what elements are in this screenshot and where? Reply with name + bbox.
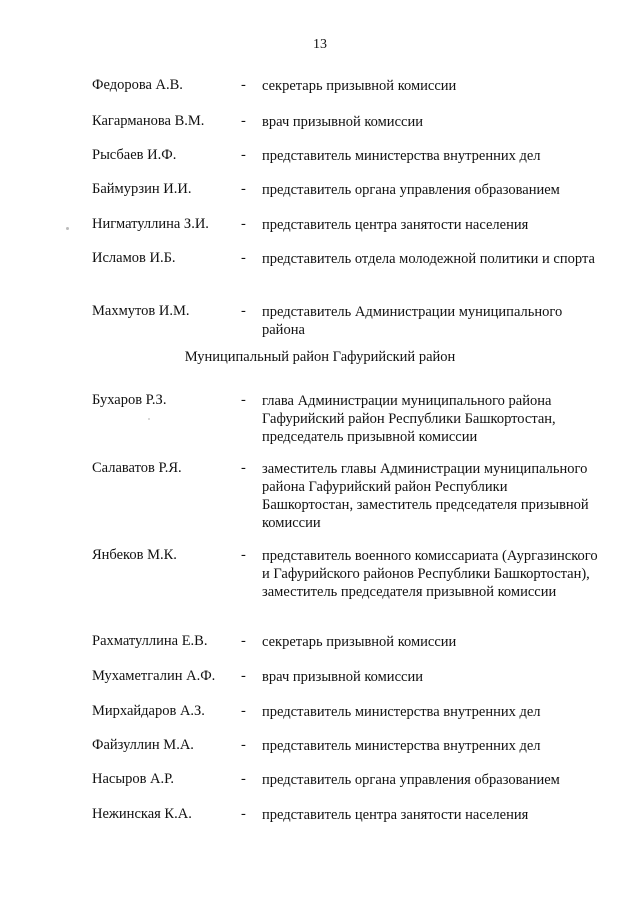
- member-role: секретарь призывной комиссии: [262, 78, 457, 94]
- member-name: Мирхайдаров А.З.: [92, 703, 205, 719]
- member-name: Нигматуллина З.И.: [92, 216, 209, 232]
- dash-separator: -: [241, 392, 246, 408]
- member-role: представитель министерства внутренних дел: [262, 704, 541, 720]
- member-role: секретарь призывной комиссии: [262, 634, 457, 650]
- member-role: представитель Администрации муниципального района: [262, 304, 563, 338]
- dash-separator: -: [241, 806, 246, 822]
- member-name: Янбеков М.К.: [92, 547, 177, 563]
- dash-separator: -: [241, 216, 246, 232]
- dash-separator: -: [241, 77, 246, 93]
- dash-separator: -: [241, 181, 246, 197]
- member-name: Федорова А.В.: [92, 77, 183, 93]
- member-role: представитель центра занятости населения: [262, 807, 529, 823]
- member-name: Насыров А.Р.: [92, 771, 175, 787]
- member-role: заместитель главы Администрации муниципального района Гафурийский район Республики Башкортостан, заместитель председателя призывной комиссии: [262, 461, 589, 531]
- scan-mark: [148, 418, 150, 420]
- member-name: Файзуллин М.А.: [92, 737, 194, 753]
- dash-separator: -: [241, 147, 246, 163]
- member-role: глава Администрации муниципального района Гафурийский район Республики Башкортостан, председатель призывной комиссии: [262, 393, 556, 445]
- dash-separator: -: [241, 633, 246, 649]
- member-role: представитель органа управления образованием: [262, 182, 560, 198]
- dash-separator: -: [241, 703, 246, 719]
- member-name: Бухаров Р.З.: [92, 392, 167, 408]
- dash-separator: -: [241, 737, 246, 753]
- member-role: представитель органа управления образованием: [262, 772, 560, 788]
- member-role: врач призывной комиссии: [262, 669, 423, 685]
- dash-separator: -: [241, 771, 246, 787]
- member-name: Кагарманова В.М.: [92, 113, 205, 129]
- member-name: Баймурзин И.И.: [92, 181, 192, 197]
- member-name: Нежинская К.А.: [92, 806, 192, 822]
- member-role: врач призывной комиссии: [262, 114, 423, 130]
- member-role: представитель центра занятости населения: [262, 217, 529, 233]
- dash-separator: -: [241, 113, 246, 129]
- scan-mark: [66, 227, 69, 230]
- member-role: представитель министерства внутренних дел: [262, 148, 541, 164]
- dash-separator: -: [241, 303, 246, 319]
- member-name: Мухаметгалин А.Ф.: [92, 668, 216, 684]
- dash-separator: -: [241, 460, 246, 476]
- member-role: представитель министерства внутренних дел: [262, 738, 541, 754]
- dash-separator: -: [241, 547, 246, 563]
- member-name: Рысбаев И.Ф.: [92, 147, 177, 163]
- member-name: Рахматуллина Е.В.: [92, 633, 208, 649]
- member-role: представитель военного комиссариата (Аургазинского и Гафурийского районов Республики Башкортостан), заместитель председателя призывной комиссии: [262, 548, 598, 600]
- dash-separator: -: [241, 668, 246, 684]
- member-name: Салаватов Р.Я.: [92, 460, 182, 476]
- member-name: Махмутов И.М.: [92, 303, 190, 319]
- section-heading: Муниципальный район Гафурийский район: [184, 349, 456, 365]
- page-number: 13: [313, 37, 327, 52]
- member-name: Исламов И.Б.: [92, 250, 176, 266]
- member-role: представитель отдела молодежной политики и спорта: [262, 251, 595, 267]
- dash-separator: -: [241, 250, 246, 266]
